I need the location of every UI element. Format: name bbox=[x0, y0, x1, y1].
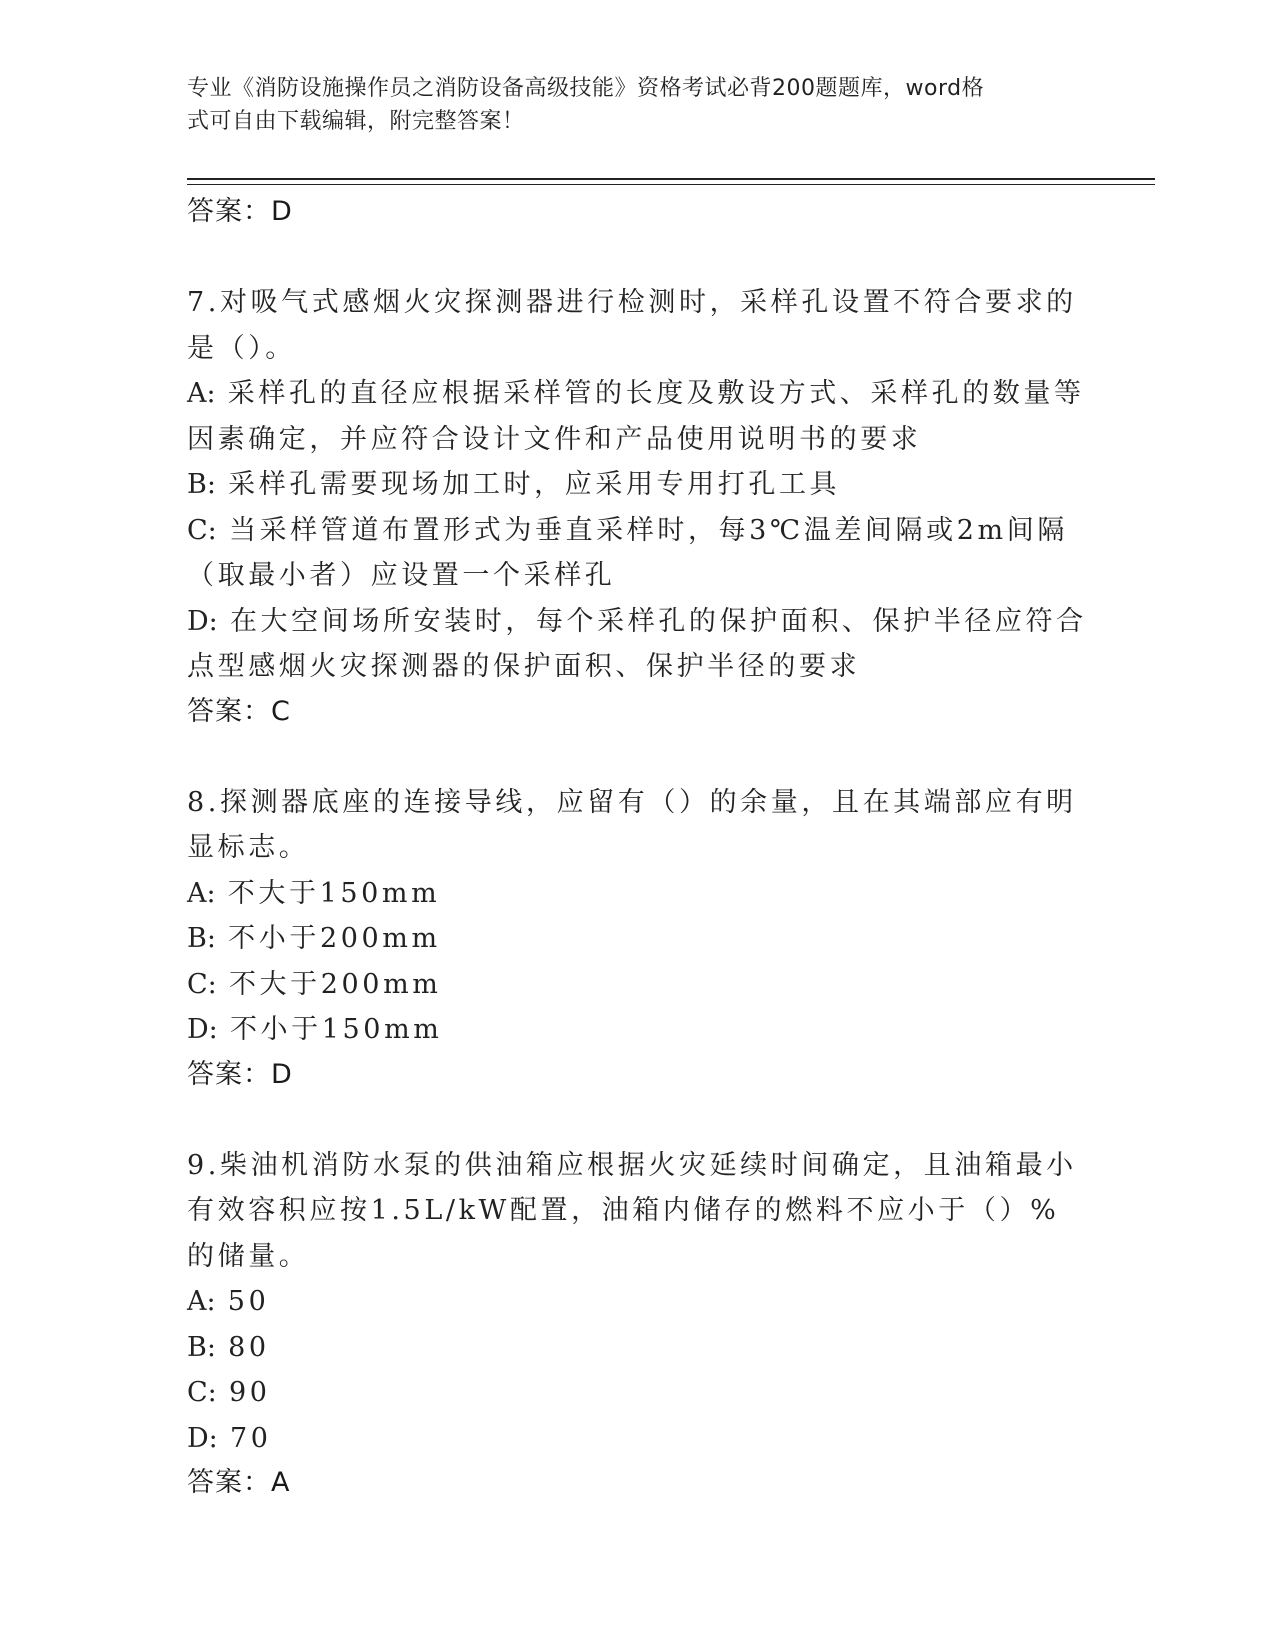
question-answer bbox=[187, 690, 1087, 734]
option-a bbox=[187, 1279, 1087, 1325]
question-text bbox=[187, 780, 1087, 871]
option-text: 不大于150mm bbox=[227, 877, 441, 909]
answer-value: D bbox=[271, 196, 293, 227]
answer-prefix: 答案： bbox=[187, 695, 271, 727]
document-header bbox=[187, 72, 1067, 138]
question-answer bbox=[187, 1461, 1087, 1505]
header-line-2: 式可自由下载编辑，附完整答案！ bbox=[187, 109, 525, 134]
option-text: 在大空间场所安装时，每个采样孔的保护面积、保护半径应符合点型感烟火灾探测器的保护面积、保护半径的要求 bbox=[187, 605, 1087, 682]
header-line-1: 专业《消防设施操作员之消防设备高级技能》资格考试必背200题题库，word格 bbox=[187, 76, 985, 101]
option-label: B: bbox=[187, 1331, 216, 1363]
previous-answer bbox=[187, 190, 1087, 234]
option-text: 采样孔需要现场加工时，应采用专用打孔工具 bbox=[228, 469, 841, 500]
option-label: D: bbox=[187, 1422, 218, 1454]
option-b bbox=[187, 462, 1087, 508]
option-a bbox=[187, 371, 1087, 462]
answer-prefix: 答案： bbox=[187, 1467, 271, 1498]
question-stem: 对吸气式感烟火灾探测器进行检测时，采样孔设置不符合要求的是（）。 bbox=[187, 287, 1077, 364]
question-number: 9. bbox=[187, 1149, 220, 1181]
answer-value: A bbox=[271, 1467, 291, 1498]
header-rule-thick bbox=[187, 178, 1155, 180]
option-text: 当采样管道布置形式为垂直采样时，每3℃温差间隔或2m间隔（取最小者）应设置一个采样孔 bbox=[187, 514, 1068, 591]
option-b bbox=[187, 1325, 1087, 1371]
option-label: C: bbox=[187, 968, 217, 1000]
option-c bbox=[187, 1370, 1087, 1416]
option-text: 采样孔的直径应根据采样管的长度及敷设方式、采样孔的数量等因素确定，并应符合设计文件和产品使用说明书的要求 bbox=[187, 378, 1085, 455]
question-9 bbox=[187, 1143, 1087, 1506]
option-d bbox=[187, 1416, 1087, 1462]
spacer bbox=[187, 734, 1087, 780]
option-label: D: bbox=[187, 1014, 218, 1045]
header-rule-thin bbox=[187, 184, 1155, 185]
question-text bbox=[187, 1143, 1087, 1280]
option-label: C: bbox=[187, 514, 217, 546]
option-label: B: bbox=[187, 469, 216, 500]
option-label: D: bbox=[187, 605, 218, 637]
question-content bbox=[187, 190, 1087, 1505]
option-a bbox=[187, 871, 1087, 917]
answer-prefix: 答案： bbox=[187, 1058, 271, 1090]
question-answer bbox=[187, 1053, 1087, 1097]
answer-prefix: 答案： bbox=[187, 196, 271, 227]
option-label: C: bbox=[187, 1377, 217, 1408]
spacer bbox=[187, 1097, 1087, 1143]
option-d bbox=[187, 1007, 1087, 1053]
option-text: 80 bbox=[228, 1331, 270, 1363]
option-text: 90 bbox=[228, 1377, 271, 1408]
option-text: 不小于150mm bbox=[229, 1014, 443, 1045]
option-label: A: bbox=[187, 378, 216, 409]
option-c bbox=[187, 508, 1087, 599]
question-stem: 柴油机消防水泵的供油箱应根据火灾延续时间确定，且油箱最小有效容积应按1.5L/kW配置，油箱内储存的燃料不应小于（）%的储量。 bbox=[187, 1149, 1077, 1272]
question-number: 8. bbox=[187, 786, 220, 818]
question-number: 7. bbox=[187, 287, 220, 318]
option-label: A: bbox=[187, 1286, 216, 1317]
option-label: A: bbox=[187, 877, 216, 909]
option-label: B: bbox=[187, 923, 216, 954]
option-text: 不小于200mm bbox=[228, 923, 441, 954]
answer-value: C bbox=[271, 695, 291, 727]
option-text: 50 bbox=[227, 1286, 270, 1317]
option-c bbox=[187, 962, 1087, 1008]
option-d bbox=[187, 599, 1087, 690]
option-b bbox=[187, 916, 1087, 962]
spacer bbox=[187, 234, 1087, 280]
question-7 bbox=[187, 280, 1087, 734]
answer-value: D bbox=[271, 1058, 293, 1090]
question-8 bbox=[187, 780, 1087, 1097]
option-text: 不大于200mm bbox=[228, 968, 442, 1000]
question-stem: 探测器底座的连接导线，应留有（）的余量，且在其端部应有明显标志。 bbox=[187, 786, 1077, 863]
question-text bbox=[187, 280, 1087, 371]
option-text: 70 bbox=[229, 1422, 272, 1454]
